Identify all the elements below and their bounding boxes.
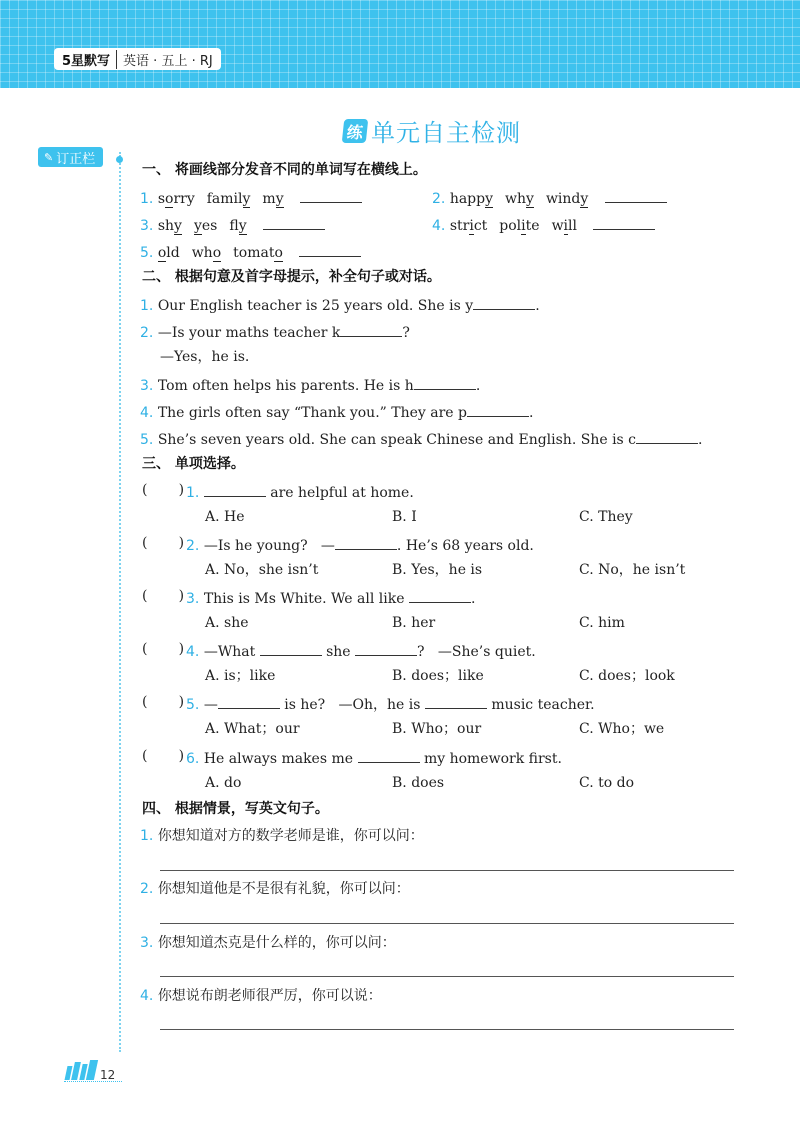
answer-blank[interactable]: [300, 188, 362, 203]
page-title-text: 单元自主检测: [371, 119, 521, 147]
answer-blank[interactable]: [355, 641, 417, 656]
answer-blank[interactable]: [425, 694, 487, 709]
s3-q1-option-b: B. I: [392, 509, 417, 525]
s2-item-2-reply: —Yes，he is.: [160, 349, 250, 365]
s3-q4-option-c: C. does；look: [579, 668, 675, 684]
answer-blank[interactable]: [335, 535, 397, 550]
s3-q4: 4. —What she ? —She’s quiet.: [186, 641, 536, 661]
s3-q4-option-a: A. is；like: [205, 668, 276, 684]
pencil-icon: ✎: [44, 150, 54, 164]
answer-paren[interactable]: ( ): [142, 694, 185, 710]
s1-item-1: 1. sorry family my: [140, 188, 362, 208]
s3-q2-option-a: A. No，she isn’t: [205, 562, 319, 578]
header-band: [0, 0, 800, 88]
subject-label: 英语 · 五上 · RJ: [123, 53, 213, 69]
section1-heading: 一、 将画线部分发音不同的单词写在横线上。: [142, 162, 427, 178]
writing-line[interactable]: [160, 976, 734, 977]
answer-paren[interactable]: ( ): [142, 535, 185, 551]
answer-paren[interactable]: ( ): [142, 641, 185, 657]
margin-divider: [119, 152, 121, 1052]
s3-q2-option-c: C. No，he isn’t: [579, 562, 686, 578]
s1-item-3: 3. shy yes fly: [140, 215, 325, 235]
answer-blank[interactable]: [263, 215, 325, 230]
s3-q6-option-a: A. do: [205, 775, 242, 791]
s1-item-5: 5. old who tomato: [140, 242, 361, 262]
margin-dot: [116, 156, 123, 163]
answer-blank[interactable]: [473, 295, 535, 310]
s3-q6-option-c: C. to do: [579, 775, 635, 791]
s3-q3: 3. This is Ms White. We all like .: [186, 588, 475, 608]
answer-paren[interactable]: ( ): [142, 748, 185, 764]
s2-item-2: 2. —Is your maths teacher k ?: [140, 322, 410, 342]
answer-blank[interactable]: [593, 215, 655, 230]
answer-paren[interactable]: ( ): [142, 482, 185, 498]
answer-blank[interactable]: [340, 322, 402, 337]
s4-item-4: 4. 你想说布朗老师很严厉，你可以说：: [140, 988, 382, 1004]
answer-blank[interactable]: [218, 694, 280, 709]
s2-item-5: 5. She’s seven years old. She can speak Chinese and English. She is c .: [140, 429, 702, 449]
s3-q5-option-b: B. Who；our: [392, 721, 482, 737]
practice-icon: 练: [342, 119, 369, 143]
answer-blank[interactable]: [636, 429, 698, 444]
s3-q3-option-c: C. him: [579, 615, 625, 631]
section2-heading: 二、 根据句意及首字母提示，补全句子或对话。: [142, 269, 441, 285]
s1-item-2: 2. happy why windy: [432, 188, 667, 208]
answer-blank[interactable]: [204, 482, 266, 497]
writing-line[interactable]: [160, 923, 734, 924]
s3-q6: 6. He always makes me my homework first.: [186, 748, 562, 768]
page-title: [343, 113, 521, 148]
correction-label-text: 订正栏: [56, 151, 96, 167]
answer-blank[interactable]: [605, 188, 667, 203]
s2-item-4: 4. The girls often say “Thank you.” They are p .: [140, 402, 533, 422]
s3-q1-option-c: C. They: [579, 509, 633, 525]
section3-heading: 三、 单项选择。: [142, 456, 245, 472]
writing-line[interactable]: [160, 1029, 734, 1030]
page-number: 12: [100, 1068, 116, 1082]
s3-q5-option-a: A. What；our: [205, 721, 300, 737]
s3-q6-option-b: B. does: [392, 775, 445, 791]
s3-q3-option-b: B. her: [392, 615, 436, 631]
s3-q5-option-c: C. Who；we: [579, 721, 665, 737]
answer-blank[interactable]: [358, 748, 420, 763]
answer-blank[interactable]: [414, 375, 476, 390]
s4-item-3: 3. 你想知道杰克是什么样的，你可以问：: [140, 935, 396, 951]
s3-q2: 2. —Is he young? — . He’s 68 years old.: [186, 535, 534, 555]
answer-blank[interactable]: [260, 641, 322, 656]
book-tag: [54, 48, 221, 70]
answer-blank[interactable]: [409, 588, 471, 603]
writing-line[interactable]: [160, 870, 734, 871]
answer-blank[interactable]: [299, 242, 361, 257]
correction-label: [38, 147, 103, 167]
s3-q1-option-a: A. He: [205, 509, 245, 525]
answer-paren[interactable]: ( ): [142, 588, 185, 604]
footer-divider: [64, 1081, 122, 1082]
answer-blank[interactable]: [467, 402, 529, 417]
brand-label: 5星默写: [62, 50, 117, 69]
s4-item-1: 1. 你想知道对方的数学老师是谁，你可以问：: [140, 828, 424, 844]
s3-q1: 1. are helpful at home.: [186, 482, 414, 502]
s4-item-2: 2. 你想知道他是不是很有礼貌，你可以问：: [140, 881, 410, 897]
s1-item-4: 4. strict polite will: [432, 215, 655, 235]
books-icon: [66, 1060, 98, 1080]
s2-item-1: 1. Our English teacher is 25 years old. She is y .: [140, 295, 540, 315]
s3-q5: 5. — is he? —Oh，he is music teacher.: [186, 694, 595, 714]
s3-q2-option-b: B. Yes，he is: [392, 562, 483, 578]
s3-q4-option-b: B. does；like: [392, 668, 484, 684]
s2-item-3: 3. Tom often helps his parents. He is h .: [140, 375, 480, 395]
s3-q3-option-a: A. she: [205, 615, 249, 631]
section4-heading: 四、 根据情景，写英文句子。: [142, 801, 329, 817]
